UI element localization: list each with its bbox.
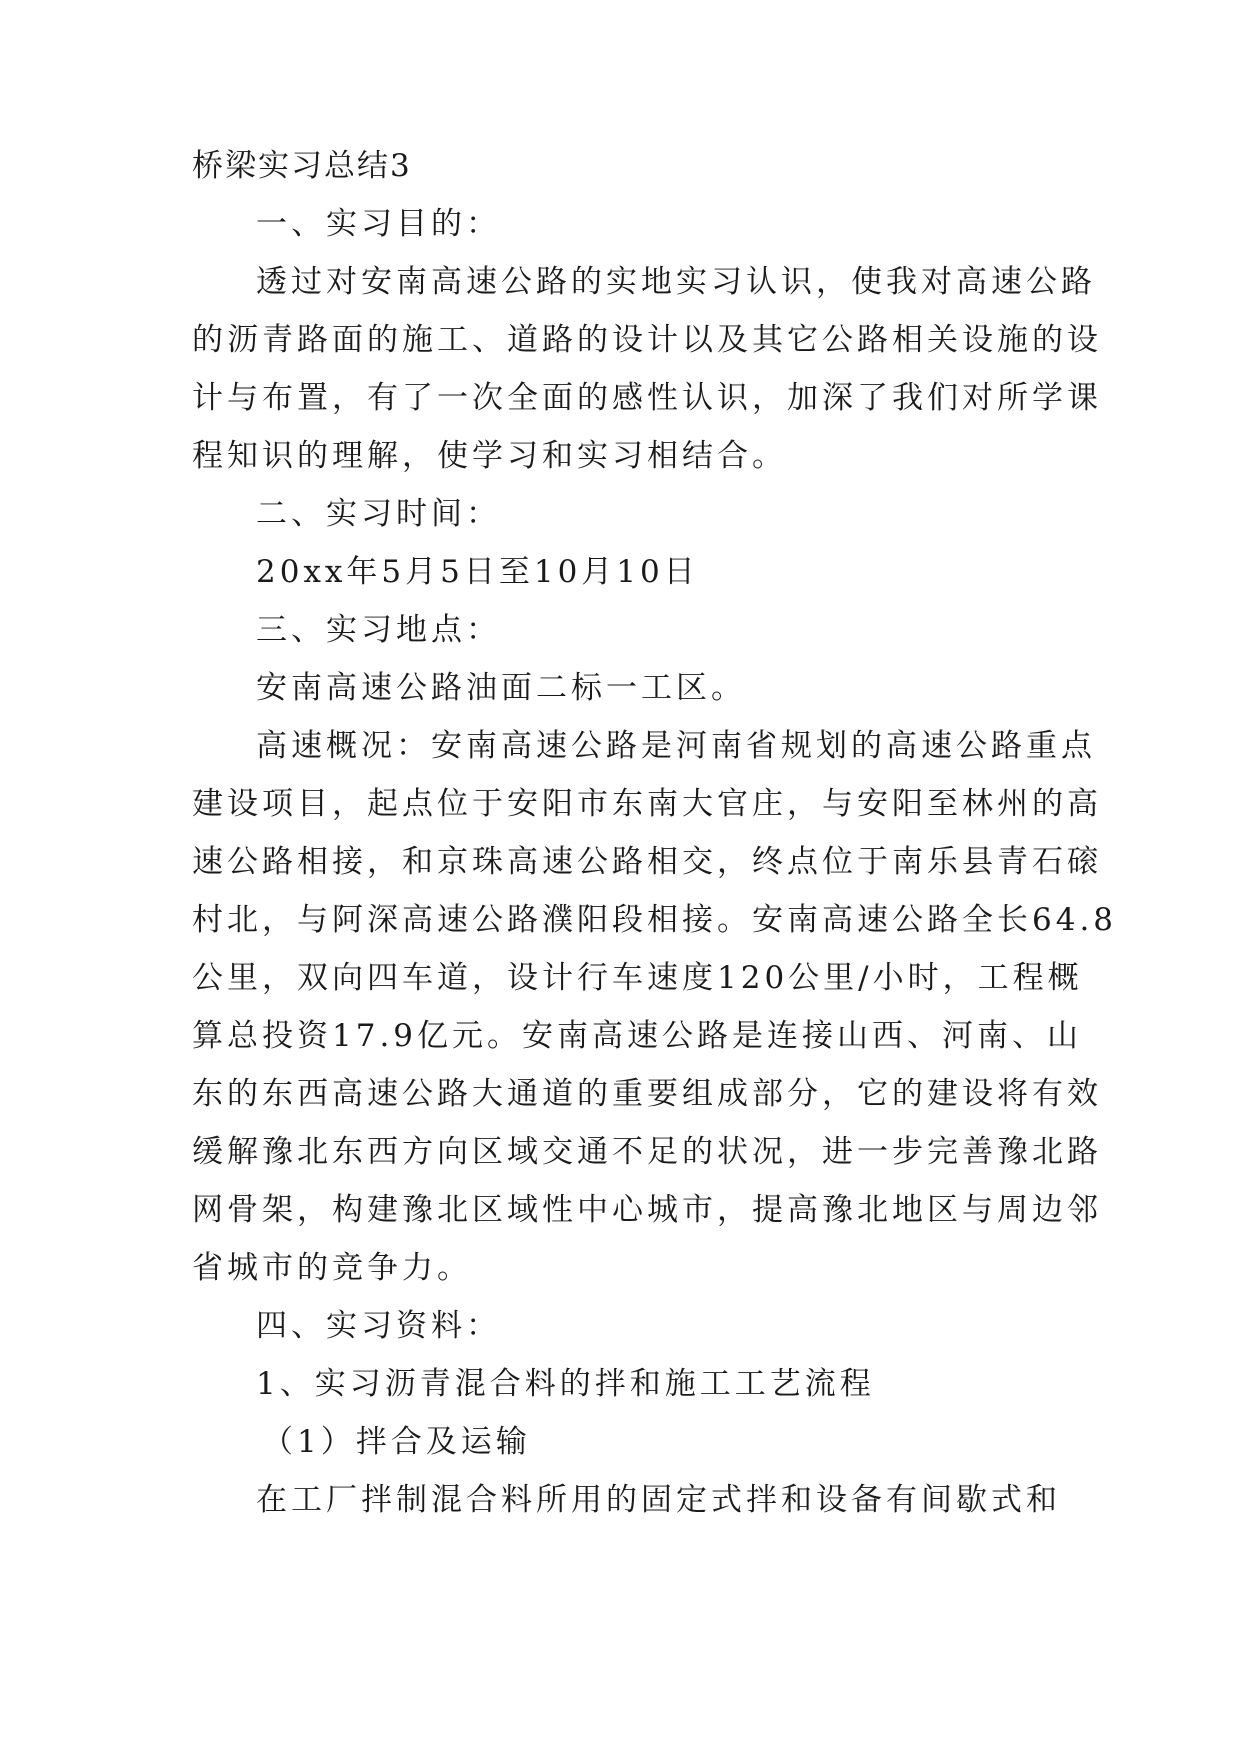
subsection-heading: （1）拌合及运输 — [262, 1424, 531, 1460]
paragraph-line: 网骨架，构建豫北区域性中心城市，提高豫北地区与周边邻 — [192, 1192, 1102, 1228]
paragraph-line: 高速概况：安南高速公路是河南省规划的高速公路重点 — [256, 728, 1096, 764]
section-heading: 一、实习目的： — [256, 206, 501, 242]
paragraph-line: 的沥青路面的施工、道路的设计以及其它公路相关设施的设 — [192, 322, 1102, 358]
document-title: 桥梁实习总结3 — [192, 148, 412, 184]
paragraph-line: 村北，与阿深高速公路濮阳段相接。安南高速公路全长64.8 — [192, 902, 1118, 938]
paragraph-line: 在工厂拌制混合料所用的固定式拌和设备有间歇式和 — [256, 1482, 1061, 1518]
paragraph-line: 建设项目，起点位于安阳市东南大官庄，与安阳至林州的高 — [192, 786, 1102, 822]
section-heading: 三、实习地点： — [256, 612, 501, 648]
paragraph-line: 安南高速公路油面二标一工区。 — [256, 670, 746, 706]
paragraph-line: 速公路相接，和京珠高速公路相交，终点位于南乐县青石磙 — [192, 844, 1102, 880]
subsection-heading: 1、实习沥青混合料的拌和施工工艺流程 — [256, 1366, 875, 1402]
paragraph-line: 20xx年5月5日至10月10日 — [256, 554, 699, 590]
paragraph-line: 程知识的理解，使学习和实习相结合。 — [192, 438, 787, 474]
paragraph-line: 公里，双向四车道，设计行车速度120公里/小时，工程概 — [192, 960, 1083, 996]
paragraph-line: 省城市的竞争力。 — [192, 1250, 472, 1286]
paragraph-line: 东的东西高速公路大通道的重要组成部分，它的建设将有效 — [192, 1076, 1102, 1112]
paragraph-line: 计与布置，有了一次全面的感性认识，加深了我们对所学课 — [192, 380, 1102, 416]
paragraph-line: 透过对安南高速公路的实地实习认识，使我对高速公路 — [256, 264, 1096, 300]
paragraph-line: 算总投资17.9亿元。安南高速公路是连接山西、河南、山 — [192, 1018, 1083, 1054]
paragraph-line: 缓解豫北东西方向区域交通不足的状况，进一步完善豫北路 — [192, 1134, 1102, 1170]
section-heading: 二、实习时间： — [256, 496, 501, 532]
section-heading: 四、实习资料： — [256, 1308, 501, 1344]
